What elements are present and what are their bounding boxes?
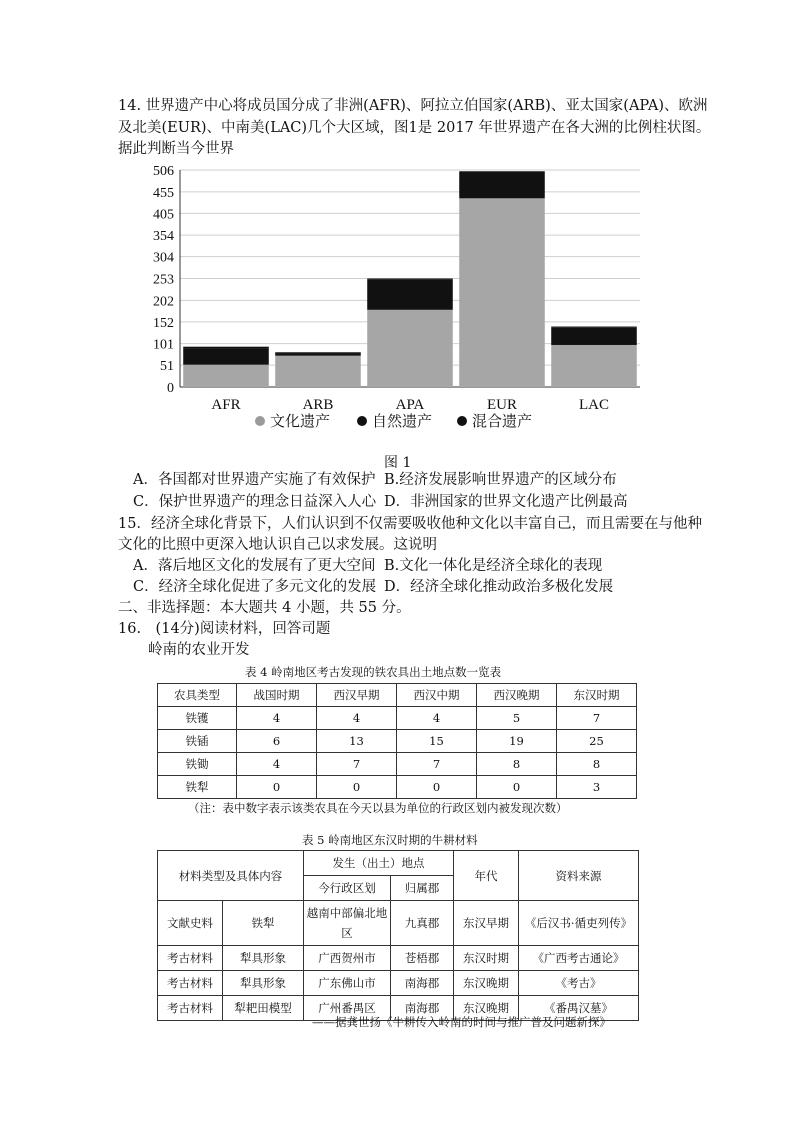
table5-cell: 东汉晚期 bbox=[454, 996, 519, 1021]
table5-caption: 表 5 岭南地区东汉时期的牛耕材料 bbox=[302, 833, 478, 847]
bar-segment bbox=[183, 347, 269, 349]
table5-cell: 东汉晚期 bbox=[454, 971, 519, 996]
table4-note: （注：表中数字表示该类农具在今天以县为单位的行政区划内被发现次数） bbox=[188, 801, 568, 815]
legend-label: 混合遗产 bbox=[472, 412, 533, 430]
q14-option-d: D．非洲国家的世界文化遗产比例最高 bbox=[384, 494, 628, 510]
table5-cell: 南海郡 bbox=[391, 996, 454, 1021]
table4-cell: 5 bbox=[477, 707, 557, 730]
q15-option-b: B.文化一体化是经济全球化的表现 bbox=[384, 558, 603, 574]
table4-cell: 15 bbox=[397, 730, 477, 753]
table5-cell: 九真郡 bbox=[391, 901, 454, 946]
table5-cell: 《考古》 bbox=[519, 971, 639, 996]
y-tick-label: 506 bbox=[153, 164, 174, 179]
x-tick-label: ARB bbox=[302, 397, 334, 413]
bar-segment bbox=[275, 352, 361, 353]
table4-cell: 3 bbox=[557, 776, 637, 799]
x-tick-label: AFR bbox=[211, 397, 241, 413]
section-2-heading: 二、非选择题：本大题共 4 小题，共 55 分。 bbox=[118, 600, 411, 616]
y-tick-label: 152 bbox=[153, 315, 174, 331]
table4-cell: 25 bbox=[557, 730, 637, 753]
bar-segment bbox=[275, 354, 361, 356]
table5-header-place: 发生（出土）地点 bbox=[304, 851, 454, 876]
table5-cell: 文献史料 bbox=[158, 901, 223, 946]
table5-cell: 苍梧郡 bbox=[391, 946, 454, 971]
bar-segment bbox=[551, 345, 637, 387]
table4-cell: 铁锸 bbox=[158, 730, 237, 753]
stacked-bar-chart bbox=[140, 160, 660, 460]
x-tick-label: LAC bbox=[579, 397, 609, 413]
table5-cell: 广州番禺区 bbox=[304, 996, 391, 1021]
y-tick-label: 304 bbox=[153, 250, 174, 266]
table-row bbox=[158, 730, 637, 753]
table4-header-row bbox=[158, 684, 637, 707]
table5-cell: 犁具形象 bbox=[223, 946, 304, 971]
bar-segment bbox=[367, 310, 453, 387]
figure-1-chart bbox=[140, 160, 660, 460]
q14-option-c: C．保护世界遗产的理念日益深入人心 bbox=[133, 494, 377, 510]
table5-cell: 考古材料 bbox=[158, 971, 223, 996]
table4-header-cell: 农具类型 bbox=[158, 684, 237, 707]
table4-cell: 6 bbox=[237, 730, 317, 753]
y-tick-label: 0 bbox=[167, 381, 174, 396]
bar-segment bbox=[275, 356, 361, 387]
bar-segment bbox=[459, 198, 545, 387]
table5-cell: 考古材料 bbox=[158, 996, 223, 1021]
table5-cell: 《后汉书·循吏列传》 bbox=[519, 901, 639, 946]
table-row bbox=[158, 971, 639, 996]
q14-option-a: A．各国都对世界遗产实施了有效保护 bbox=[133, 472, 376, 488]
q16-subtitle: 岭南的农业开发 bbox=[148, 642, 250, 658]
legend-label: 自然遗产 bbox=[372, 412, 433, 430]
table4-cell: 4 bbox=[237, 753, 317, 776]
y-tick-label: 455 bbox=[153, 185, 174, 201]
table5-cell: 东汉早期 bbox=[454, 901, 519, 946]
table4-cell: 0 bbox=[397, 776, 477, 799]
table5-cell: 东汉时期 bbox=[454, 946, 519, 971]
table4-cell: 0 bbox=[317, 776, 397, 799]
bar-segment bbox=[367, 279, 453, 280]
table4-cell: 13 bbox=[317, 730, 397, 753]
q15-option-a: A．落后地区文化的发展有了更大空间 bbox=[133, 558, 376, 574]
table5-cell: 广西贺州市 bbox=[304, 946, 391, 971]
table5-source-line: ——据龚世扬《牛耕传入岭南的时间与推广普及问题新探》 bbox=[312, 1015, 611, 1029]
table-row bbox=[158, 776, 637, 799]
table4-cell: 4 bbox=[397, 707, 477, 730]
table4-cell: 4 bbox=[317, 707, 397, 730]
table5-cell: 广东佛山市 bbox=[304, 971, 391, 996]
q15-text-line2: 文化的比照中更深入地认识自己以求发展。这说明 bbox=[118, 537, 437, 553]
table4-cell: 0 bbox=[237, 776, 317, 799]
table5-header-modern: 今行政区划 bbox=[304, 876, 391, 901]
table4-header-cell: 西汉中期 bbox=[397, 684, 477, 707]
table4-cell: 8 bbox=[557, 753, 637, 776]
y-tick-label: 51 bbox=[160, 359, 174, 375]
legend-marker bbox=[255, 416, 265, 426]
q14-option-b: B.经济发展影响世界遗产的区域分布 bbox=[384, 472, 617, 488]
table4-cell: 铁犁 bbox=[158, 776, 237, 799]
bar-segment bbox=[367, 279, 453, 309]
y-tick-label: 405 bbox=[153, 207, 174, 223]
table5-cell: 南海郡 bbox=[391, 971, 454, 996]
table-row bbox=[158, 946, 639, 971]
legend-marker bbox=[457, 416, 467, 426]
x-tick-label: APA bbox=[395, 397, 425, 413]
table4-cell: 7 bbox=[397, 753, 477, 776]
table4-cell: 19 bbox=[477, 730, 557, 753]
table4-header-cell: 战国时期 bbox=[237, 684, 317, 707]
q15-text-line1: 15．经济全球化背景下，人们认识到不仅需要吸收他种文化以丰富自己，而且需要在与他种 bbox=[118, 516, 702, 532]
table5-cell: 犁具形象 bbox=[223, 971, 304, 996]
table4-cell: 铁锄 bbox=[158, 753, 237, 776]
legend-marker bbox=[357, 416, 367, 426]
bar-segment bbox=[551, 328, 637, 345]
table5-cell: 《番禺汉墓》 bbox=[519, 996, 639, 1021]
table5-cell: 铁犁 bbox=[223, 901, 304, 946]
table4-caption: 表 4 岭南地区考古发现的铁农具出土地点数一览表 bbox=[245, 665, 502, 679]
table4-cell: 7 bbox=[557, 707, 637, 730]
table5-header-material: 材料类型及具体内容 bbox=[158, 851, 304, 901]
figure-caption: 图 1 bbox=[384, 455, 412, 471]
y-tick-label: 202 bbox=[153, 294, 174, 310]
table5-header-era: 年代 bbox=[454, 851, 519, 901]
table5-header-source: 资料来源 bbox=[519, 851, 639, 901]
y-tick-label: 354 bbox=[153, 229, 174, 245]
table4-cell: 8 bbox=[477, 753, 557, 776]
bar-segment bbox=[459, 171, 545, 198]
table5-cell: 《广西考古通论》 bbox=[519, 946, 639, 971]
bar-segment bbox=[183, 348, 269, 364]
q14-text-line2: 及北美(EUR)、中南美(LAC)几个大区域，图1是 2017 年世界遗产在各大洲的比例柱状图。 bbox=[118, 120, 711, 136]
table4-cell: 0 bbox=[477, 776, 557, 799]
table-row bbox=[158, 901, 639, 946]
table-row bbox=[158, 753, 637, 776]
y-tick-label: 101 bbox=[153, 337, 174, 353]
bar-segment bbox=[183, 365, 269, 387]
legend-label: 文化遗产 bbox=[270, 412, 331, 430]
y-tick-label: 253 bbox=[153, 272, 174, 288]
table4-header-cell: 西汉晚期 bbox=[477, 684, 557, 707]
table5-cell: 越南中部偏北地区 bbox=[304, 901, 391, 946]
q14-text-line1: 14. 世界遗产中心将成员国分成了非洲(AFR)、阿拉立伯国家(ARB)、亚太国家(APA)、欧洲 bbox=[118, 98, 708, 114]
bar-segment bbox=[551, 327, 637, 328]
q15-option-c: C．经济全球化促进了多元文化的发展 bbox=[133, 579, 377, 595]
table4-cell: 7 bbox=[317, 753, 397, 776]
table4-header-cell: 西汉早期 bbox=[317, 684, 397, 707]
table4-cell: 铁镬 bbox=[158, 707, 237, 730]
q15-option-d: D．经济全球化推动政治多极化发展 bbox=[384, 579, 614, 595]
q16-text-line1: 16. (14分)阅读材料，回答司题 bbox=[118, 621, 331, 637]
x-tick-label: EUR bbox=[487, 397, 517, 413]
table5-cell: 犁耙田模型 bbox=[223, 996, 304, 1021]
table-row bbox=[158, 707, 637, 730]
table5 bbox=[157, 850, 639, 1021]
table4-header-cell: 东汉时期 bbox=[557, 684, 637, 707]
table5-header-row bbox=[158, 851, 639, 876]
table5-header-county: 归属郡 bbox=[391, 876, 454, 901]
table4-cell: 4 bbox=[237, 707, 317, 730]
q14-text-line3: 据此判断当今世界 bbox=[118, 141, 234, 157]
table5-cell: 考古材料 bbox=[158, 946, 223, 971]
table4 bbox=[157, 683, 637, 799]
